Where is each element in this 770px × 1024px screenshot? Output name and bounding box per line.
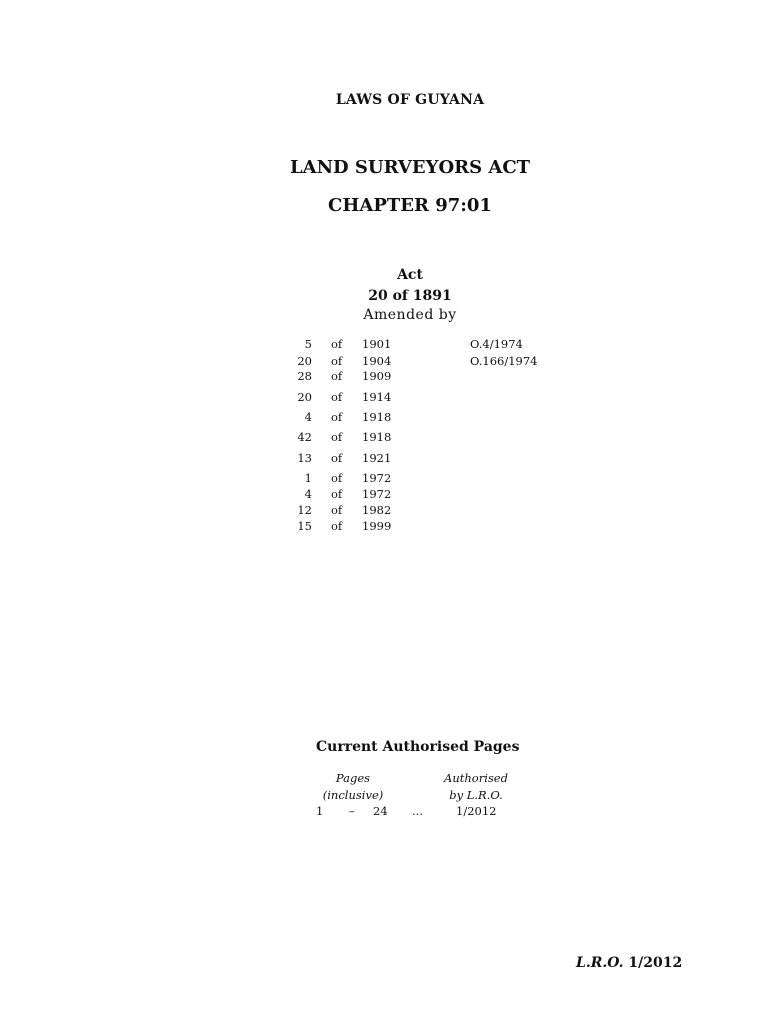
document-header: LAWS OF GUYANA (335, 92, 485, 108)
amendment-of: of (331, 471, 343, 485)
amendment-number: 15 (297, 519, 312, 533)
amendment-year: 1918 (362, 430, 392, 444)
order-reference: O.4/1974 (470, 337, 523, 351)
amendment-row (0, 471, 600, 487)
amendment-year: 1999 (362, 519, 392, 533)
amendment-number: 5 (304, 337, 312, 351)
amendment-of: of (331, 337, 343, 351)
page-range-to: 24 (373, 804, 388, 818)
amendment-year: 1901 (362, 337, 392, 351)
amendment-of: of (331, 451, 343, 465)
pages-column-header: Pages (335, 771, 371, 785)
amendment-year: 1914 (362, 390, 392, 404)
amendment-of: of (331, 369, 343, 383)
amendment-year: 1921 (362, 451, 392, 465)
amendment-year: 1972 (362, 487, 392, 501)
authorised-column-header: Authorised (444, 771, 508, 785)
act-number: 20 of 1891 (368, 288, 452, 304)
page-range-authorised: 1/2012 (456, 804, 497, 818)
amendment-of: of (331, 519, 343, 533)
act-label: Act (397, 267, 423, 283)
chapter-number: CHAPTER 97:01 (328, 195, 492, 216)
amendment-number: 42 (297, 430, 312, 444)
amendment-row (0, 390, 600, 406)
amended-by-label: Amended by (363, 307, 457, 323)
amendment-row (0, 487, 600, 503)
amendment-number: 20 (297, 390, 312, 404)
amendment-year: 1918 (362, 410, 392, 424)
page-range-from: 1 (316, 804, 324, 818)
amendment-row (0, 451, 600, 467)
page-range-leader: ... (412, 804, 423, 818)
amendment-of: of (331, 354, 343, 368)
amendment-row (0, 503, 600, 519)
amendment-row (0, 430, 600, 446)
amendment-row (0, 369, 600, 385)
amendment-year: 1982 (362, 503, 392, 517)
pages-column-subheader: (inclusive) (322, 788, 384, 802)
amendment-year: 1909 (362, 369, 392, 383)
footer-edition-number: 1/2012 (628, 955, 683, 971)
current-pages-title: Current Authorised Pages (316, 739, 520, 755)
amendment-of: of (331, 487, 343, 501)
order-reference: O.166/1974 (470, 354, 538, 368)
amendment-year: 1904 (362, 354, 392, 368)
amendment-of: of (331, 390, 343, 404)
amendment-number: 20 (297, 354, 312, 368)
amendment-number: 1 (304, 471, 312, 485)
act-title: LAND SURVEYORS ACT (289, 157, 531, 178)
amendment-number: 28 (297, 369, 312, 383)
authorised-column-subheader: by L.R.O. (449, 788, 503, 802)
amendment-number: 4 (304, 410, 312, 424)
page-range-dash: – (349, 804, 355, 818)
amendment-year: 1972 (362, 471, 392, 485)
amendment-of: of (331, 430, 343, 444)
amendment-of: of (331, 503, 343, 517)
amendment-number: 12 (297, 503, 312, 517)
footer-edition (576, 955, 682, 971)
amendment-of: of (331, 410, 343, 424)
amendment-number: 4 (304, 487, 312, 501)
amendment-row (0, 519, 600, 535)
footer-lro-label: L.R.O. (576, 955, 624, 971)
amendment-number: 13 (297, 451, 312, 465)
amendment-row (0, 410, 600, 426)
